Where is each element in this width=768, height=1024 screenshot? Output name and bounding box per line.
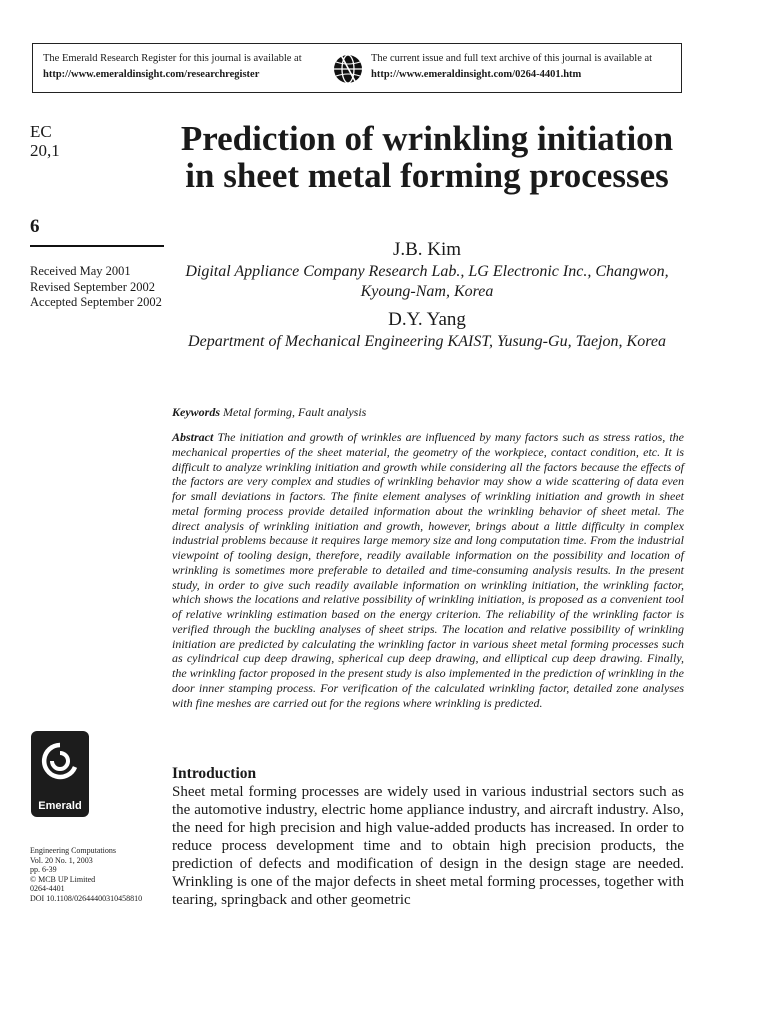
introduction-text: Sheet metal forming processes are widely used in various industrial sectors such as the automotive industry, electric home appliance industry, and aircraft industry. Also, the need for high precision and high value-added products has increased. In order to reduce process development time and to obtain high precision products, the prediction of defects and modification of design in the design stage are needed. Wrinkling is one of the major defects in sheet metal forming processes, together with tearing, springback and other geometric [172, 784, 684, 908]
abstract-text: The initiation and growth of wrinkles are influenced by many factors such as stress ratios, the mechanical properties of the sheet material, the geometry of the workpiece, contact condition, etc. It is difficult to analyze wrinkling initiation and growth while considering all the factors because the effects of the factors are very complex and studies of wrinkling behavior may show a wide scattering of data even for small deviations in factors. The finite element analyses of wrinkling initiation and growth in sheet metal forming process provide detailed information about the wrinkling behavior of sheet metal. The direct analysis of wrinkling initiation and growth, however, brings about a little difficulty in complex industrial problems because it requires large memory size and long computation time. From the industrial viewpoint of tooling design, therefore, readily available information on the possibility and location of wrinkling is sometimes more preferable to detailed and time-consuming analysis results. In the present study, in order to give such readily available information on wrinkling initiation, the wrinkling factor, which shows the locations and relative possibility of wrinkling initiation, is proposed as a convenient tool of relative wrinkling estimation based on the energy criterion. The reliability of the wrinkling factor is verified through the buckling analyses of sheet strips. The location and relative possibility of wrinkling initiation are predicted by calculating the wrinkling factor in various sheet metal forming processes such as cylindrical cup deep drawing, spherical cup deep drawing, and elliptical cup deep drawing. Finally, the wrinkling factor proposed in the present study is also implemented in the prediction of wrinkling in the door inner stamping process. For verification of the calculated wrinkling factor, detailed zone analyses with fine meshes are carried out for the regions where wrinkling is predicted. [172, 430, 684, 710]
author-affiliation: Department of Mechanical Engineering KAIST, Yusung-Gu, Taejon, Korea [188, 333, 666, 350]
paper-title: Prediction of wrinkling initiation in sheet metal forming processes [180, 119, 674, 195]
volume-issue: 20,1 [30, 141, 60, 160]
margin-divider [30, 245, 164, 247]
emerald-logo [31, 731, 89, 817]
header-box [32, 43, 682, 93]
citation-block [30, 846, 170, 904]
introduction-heading: Introduction [172, 765, 257, 782]
citation-doi: DOI 10.1108/02644400310458810 [30, 893, 143, 903]
citation-journal: Engineering Computations [30, 846, 116, 855]
abstract [172, 430, 684, 710]
journal-archive-link[interactable]: http://www.emeraldinsight.com/0264-4401.htm [371, 69, 582, 80]
citation-issn: 0264-4401 [30, 884, 65, 894]
logo-text: Emerald [38, 800, 82, 812]
abstract-label: Abstract [172, 430, 214, 444]
journal-abbrev: EC [30, 122, 52, 141]
revised-date: Revised September 2002 [30, 279, 155, 294]
author-name: D.Y. Yang [388, 309, 466, 330]
accepted-date: Accepted September 2002 [30, 295, 162, 309]
journal-code [30, 122, 60, 160]
received-dates [30, 264, 170, 311]
header-right-text: The current issue and full text archive of this journal is available at [371, 53, 653, 64]
keywords [172, 405, 684, 420]
citation-pages: pp. 6-39 [30, 865, 57, 875]
keywords-text: Metal forming, Fault analysis [223, 405, 367, 419]
header-right [371, 51, 681, 83]
header-left-text: The Emerald Research Register for this journal is available at [43, 53, 302, 64]
citation-volume: Vol. 20 No. 1, 2003 [30, 855, 93, 865]
author-name: J.B. Kim [392, 239, 462, 260]
keywords-label: Keywords [172, 405, 220, 419]
citation-copyright: © MCB UP Limited [30, 874, 96, 884]
page-number: 6 [30, 216, 40, 237]
header-left [43, 51, 333, 83]
research-register-link[interactable]: http://www.emeraldinsight.com/researchregister [43, 69, 260, 80]
received-date: Received May 2001 [30, 264, 131, 278]
author-affiliation: Digital Appliance Company Research Lab., LG Electronic Inc., Changwon, Kyoung-Nam, Korea [185, 263, 669, 300]
globe-icon [331, 52, 365, 86]
